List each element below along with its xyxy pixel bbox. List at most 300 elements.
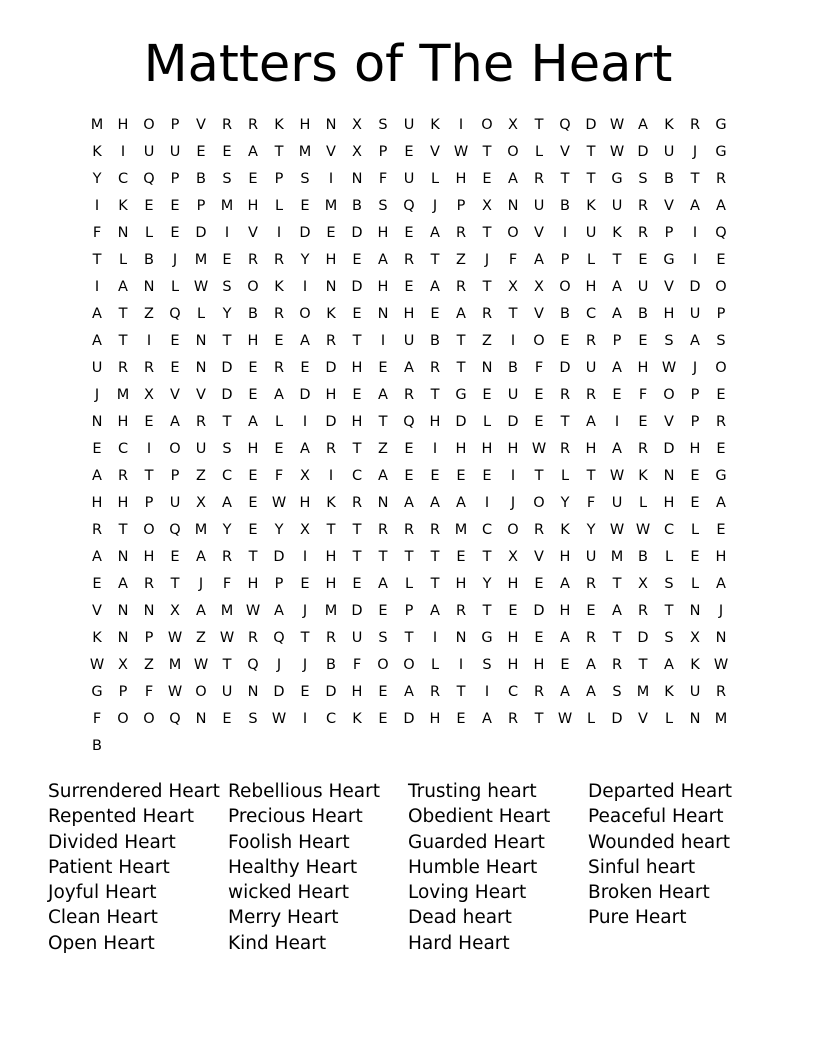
grid-cell[interactable]: D (351, 603, 363, 619)
grid-cell[interactable]: W (557, 711, 573, 727)
grid-cell[interactable]: L (274, 198, 284, 214)
grid-cell[interactable]: T (222, 657, 232, 673)
grid-cell[interactable]: J (510, 495, 516, 511)
grid-cell[interactable]: D (299, 387, 311, 403)
grid-cell[interactable]: B (560, 198, 570, 214)
grid-cell[interactable]: T (326, 522, 336, 538)
grid-cell[interactable]: H (455, 576, 467, 592)
grid-cell[interactable]: A (716, 198, 726, 214)
grid-cell[interactable]: Z (378, 441, 388, 457)
grid-cell[interactable]: R (689, 117, 701, 133)
grid-cell[interactable]: A (92, 468, 102, 484)
grid-cell[interactable]: A (430, 603, 440, 619)
grid-cell[interactable]: Q (247, 657, 259, 673)
grid-cell[interactable]: T (586, 144, 596, 160)
grid-cell[interactable]: E (352, 306, 362, 322)
grid-cell[interactable]: I (692, 225, 698, 241)
grid-cell[interactable]: K (274, 279, 284, 295)
grid-cell[interactable]: I (224, 225, 230, 241)
grid-cell[interactable]: I (614, 414, 620, 430)
grid-cell[interactable]: R (585, 576, 597, 592)
grid-cell[interactable]: W (219, 630, 235, 646)
grid-cell[interactable]: I (328, 468, 334, 484)
grid-cell[interactable]: U (507, 387, 519, 403)
grid-cell[interactable]: R (143, 360, 155, 376)
grid-cell[interactable]: E (638, 414, 648, 430)
grid-cell[interactable]: K (664, 684, 674, 700)
grid-cell[interactable]: H (377, 279, 389, 295)
grid-cell[interactable]: S (612, 684, 622, 700)
grid-cell[interactable]: A (456, 306, 466, 322)
grid-cell[interactable]: I (484, 495, 490, 511)
grid-cell[interactable]: K (664, 117, 674, 133)
grid-cell[interactable]: U (403, 117, 415, 133)
grid-cell[interactable]: Q (403, 414, 415, 430)
grid-cell[interactable]: A (118, 576, 128, 592)
grid-cell[interactable]: E (482, 171, 492, 187)
grid-cell[interactable]: N (117, 603, 129, 619)
grid-cell[interactable]: T (352, 549, 362, 565)
grid-cell[interactable]: Q (169, 711, 181, 727)
grid-cell[interactable]: I (302, 279, 308, 295)
grid-cell[interactable]: S (638, 171, 648, 187)
grid-cell[interactable]: O (117, 711, 129, 727)
grid-cell[interactable]: T (352, 522, 362, 538)
grid-cell[interactable]: Y (222, 522, 232, 538)
grid-cell[interactable]: E (300, 198, 310, 214)
grid-cell[interactable]: E (534, 414, 544, 430)
grid-cell[interactable]: M (324, 603, 338, 619)
grid-cell[interactable]: L (586, 252, 596, 268)
grid-cell[interactable]: R (429, 522, 441, 538)
grid-cell[interactable]: Q (715, 225, 727, 241)
grid-cell[interactable]: O (403, 657, 415, 673)
grid-cell[interactable]: R (247, 252, 259, 268)
grid-cell[interactable]: V (326, 144, 336, 160)
grid-cell[interactable]: B (352, 198, 362, 214)
grid-cell[interactable]: T (404, 549, 414, 565)
grid-cell[interactable]: R (273, 306, 285, 322)
grid-cell[interactable]: T (612, 630, 622, 646)
grid-cell[interactable]: Q (403, 198, 415, 214)
grid-cell[interactable]: A (196, 549, 206, 565)
grid-cell[interactable]: R (637, 198, 649, 214)
grid-cell[interactable]: E (378, 711, 388, 727)
grid-cell[interactable]: H (689, 441, 701, 457)
grid-cell[interactable]: R (91, 522, 103, 538)
grid-cell[interactable]: W (609, 117, 625, 133)
grid-cell[interactable]: O (533, 333, 545, 349)
grid-cell[interactable]: R (533, 171, 545, 187)
grid-cell[interactable]: A (118, 279, 128, 295)
grid-cell[interactable]: E (612, 387, 622, 403)
grid-cell[interactable]: X (638, 576, 648, 592)
grid-cell[interactable]: H (325, 549, 337, 565)
grid-cell[interactable]: E (170, 333, 180, 349)
grid-cell[interactable]: V (638, 711, 648, 727)
grid-cell[interactable]: E (248, 468, 258, 484)
grid-cell[interactable]: B (92, 738, 102, 754)
grid-cell[interactable]: C (221, 468, 233, 484)
grid-cell[interactable]: O (533, 495, 545, 511)
grid-cell[interactable]: W (661, 360, 677, 376)
grid-cell[interactable]: H (533, 657, 545, 673)
grid-cell[interactable]: O (481, 117, 493, 133)
grid-cell[interactable]: D (325, 414, 337, 430)
grid-cell[interactable]: P (690, 414, 700, 430)
grid-cell[interactable]: H (663, 495, 675, 511)
grid-cell[interactable]: D (299, 225, 311, 241)
grid-cell[interactable]: O (299, 306, 311, 322)
grid-cell[interactable]: U (169, 495, 181, 511)
grid-cell[interactable]: U (351, 630, 363, 646)
grid-cell[interactable]: N (325, 117, 337, 133)
grid-cell[interactable]: I (562, 225, 568, 241)
grid-cell[interactable]: E (170, 360, 180, 376)
grid-cell[interactable]: L (430, 657, 440, 673)
grid-cell[interactable]: R (429, 684, 441, 700)
grid-cell[interactable]: N (715, 630, 727, 646)
grid-cell[interactable]: R (221, 549, 233, 565)
grid-cell[interactable]: F (638, 387, 648, 403)
grid-cell[interactable]: H (585, 441, 597, 457)
grid-cell[interactable]: W (193, 657, 209, 673)
grid-cell[interactable]: F (534, 360, 544, 376)
grid-cell[interactable]: R (559, 387, 571, 403)
grid-cell[interactable]: P (196, 198, 206, 214)
grid-cell[interactable]: L (196, 306, 206, 322)
grid-cell[interactable]: M (636, 684, 650, 700)
grid-cell[interactable]: W (453, 144, 469, 160)
grid-cell[interactable]: T (482, 603, 492, 619)
grid-cell[interactable]: E (716, 441, 726, 457)
grid-cell[interactable]: D (611, 711, 623, 727)
grid-cell[interactable]: M (194, 252, 208, 268)
grid-cell[interactable]: H (637, 360, 649, 376)
grid-cell[interactable]: N (663, 468, 675, 484)
grid-cell[interactable]: B (664, 171, 674, 187)
grid-cell[interactable]: E (716, 387, 726, 403)
grid-cell[interactable]: R (715, 684, 727, 700)
grid-cell[interactable]: E (716, 252, 726, 268)
grid-cell[interactable]: T (612, 252, 622, 268)
grid-cell[interactable]: I (94, 279, 100, 295)
grid-cell[interactable]: O (507, 522, 519, 538)
grid-cell[interactable]: T (222, 414, 232, 430)
grid-cell[interactable]: R (715, 414, 727, 430)
grid-cell[interactable]: L (170, 279, 180, 295)
grid-cell[interactable]: R (585, 630, 597, 646)
grid-cell[interactable]: V (664, 279, 674, 295)
grid-cell[interactable]: R (247, 630, 259, 646)
grid-cell[interactable]: T (118, 306, 128, 322)
grid-cell[interactable]: R (403, 387, 415, 403)
grid-cell[interactable]: E (378, 684, 388, 700)
grid-cell[interactable]: T (300, 630, 310, 646)
grid-cell[interactable]: N (195, 360, 207, 376)
grid-cell[interactable]: F (586, 495, 596, 511)
grid-cell[interactable]: A (404, 684, 414, 700)
grid-cell[interactable]: U (143, 144, 155, 160)
grid-cell[interactable]: H (247, 441, 259, 457)
grid-cell[interactable]: A (378, 252, 388, 268)
grid-cell[interactable]: M (714, 711, 728, 727)
grid-cell[interactable]: E (534, 576, 544, 592)
grid-cell[interactable]: U (663, 144, 675, 160)
grid-cell[interactable]: E (638, 252, 648, 268)
grid-cell[interactable]: Q (273, 630, 285, 646)
grid-cell[interactable]: A (612, 603, 622, 619)
grid-cell[interactable]: C (585, 306, 597, 322)
grid-cell[interactable]: S (378, 630, 388, 646)
grid-cell[interactable]: T (456, 360, 466, 376)
grid-cell[interactable]: U (403, 333, 415, 349)
grid-cell[interactable]: G (715, 144, 727, 160)
grid-cell[interactable]: A (378, 468, 388, 484)
grid-cell[interactable]: D (351, 279, 363, 295)
grid-cell[interactable]: T (222, 333, 232, 349)
grid-cell[interactable]: C (663, 522, 675, 538)
grid-cell[interactable]: I (302, 549, 308, 565)
grid-cell[interactable]: B (430, 333, 440, 349)
grid-cell[interactable]: E (404, 441, 414, 457)
grid-cell[interactable]: P (456, 198, 466, 214)
grid-cell[interactable]: W (635, 522, 651, 538)
grid-cell[interactable]: E (456, 468, 466, 484)
grid-cell[interactable]: A (92, 306, 102, 322)
grid-cell[interactable]: Z (456, 252, 466, 268)
grid-cell[interactable]: Z (144, 306, 154, 322)
grid-cell[interactable]: J (302, 657, 308, 673)
grid-cell[interactable]: N (143, 279, 155, 295)
grid-cell[interactable]: S (248, 711, 258, 727)
grid-cell[interactable]: U (533, 198, 545, 214)
grid-cell[interactable]: L (664, 549, 674, 565)
grid-cell[interactable]: Y (222, 306, 232, 322)
grid-cell[interactable]: D (403, 711, 415, 727)
grid-cell[interactable]: P (560, 252, 570, 268)
grid-cell[interactable]: P (170, 468, 180, 484)
grid-cell[interactable]: P (118, 684, 128, 700)
grid-cell[interactable]: A (560, 576, 570, 592)
grid-cell[interactable]: A (430, 495, 440, 511)
grid-cell[interactable]: A (404, 360, 414, 376)
grid-cell[interactable]: N (351, 171, 363, 187)
grid-cell[interactable]: R (715, 171, 727, 187)
grid-cell[interactable]: D (221, 360, 233, 376)
grid-cell[interactable]: Z (196, 630, 206, 646)
grid-cell[interactable]: A (612, 306, 622, 322)
grid-cell[interactable]: S (378, 117, 388, 133)
grid-cell[interactable]: X (508, 117, 518, 133)
grid-cell[interactable]: N (689, 603, 701, 619)
grid-cell[interactable]: D (637, 630, 649, 646)
grid-cell[interactable]: H (377, 225, 389, 241)
grid-cell[interactable]: A (508, 171, 518, 187)
grid-cell[interactable]: E (248, 495, 258, 511)
grid-cell[interactable]: A (534, 252, 544, 268)
grid-cell[interactable]: P (378, 144, 388, 160)
grid-cell[interactable]: W (245, 603, 261, 619)
grid-cell[interactable]: G (91, 684, 103, 700)
grid-cell[interactable]: A (456, 495, 466, 511)
grid-cell[interactable]: F (92, 711, 102, 727)
grid-cell[interactable]: D (507, 414, 519, 430)
grid-cell[interactable]: U (611, 495, 623, 511)
grid-cell[interactable]: R (403, 252, 415, 268)
grid-cell[interactable]: B (144, 252, 154, 268)
grid-cell[interactable]: H (455, 171, 467, 187)
grid-cell[interactable]: V (170, 387, 180, 403)
grid-cell[interactable]: K (352, 711, 362, 727)
grid-cell[interactable]: E (638, 333, 648, 349)
grid-cell[interactable]: C (117, 441, 129, 457)
grid-cell[interactable]: G (663, 252, 675, 268)
grid-cell[interactable]: E (378, 603, 388, 619)
grid-cell[interactable]: A (586, 657, 596, 673)
grid-cell[interactable]: R (117, 360, 129, 376)
grid-cell[interactable]: H (325, 387, 337, 403)
grid-cell[interactable]: R (273, 360, 285, 376)
grid-cell[interactable]: T (586, 171, 596, 187)
grid-cell[interactable]: E (534, 630, 544, 646)
grid-cell[interactable]: A (560, 684, 570, 700)
grid-cell[interactable]: E (560, 657, 570, 673)
grid-cell[interactable]: T (690, 171, 700, 187)
grid-cell[interactable]: T (482, 549, 492, 565)
grid-cell[interactable]: X (144, 387, 154, 403)
grid-cell[interactable]: E (326, 225, 336, 241)
grid-cell[interactable]: R (351, 495, 363, 511)
grid-cell[interactable]: E (144, 414, 154, 430)
grid-cell[interactable]: I (510, 333, 516, 349)
grid-cell[interactable]: A (92, 333, 102, 349)
grid-cell[interactable]: R (325, 441, 337, 457)
grid-cell[interactable]: C (117, 171, 129, 187)
grid-cell[interactable]: R (221, 117, 233, 133)
grid-cell[interactable]: B (508, 360, 518, 376)
grid-cell[interactable]: R (403, 522, 415, 538)
grid-cell[interactable]: W (609, 468, 625, 484)
grid-cell[interactable]: T (430, 387, 440, 403)
grid-cell[interactable]: H (247, 333, 259, 349)
grid-cell[interactable]: A (92, 549, 102, 565)
grid-cell[interactable]: E (92, 576, 102, 592)
grid-cell[interactable]: S (378, 198, 388, 214)
grid-cell[interactable]: D (455, 414, 467, 430)
grid-cell[interactable]: H (247, 198, 259, 214)
grid-cell[interactable]: E (586, 603, 596, 619)
grid-cell[interactable]: P (170, 117, 180, 133)
grid-cell[interactable]: M (610, 549, 624, 565)
grid-cell[interactable]: N (455, 630, 467, 646)
grid-cell[interactable]: U (611, 198, 623, 214)
grid-cell[interactable]: M (220, 603, 234, 619)
grid-cell[interactable]: E (456, 711, 466, 727)
grid-cell[interactable]: A (612, 441, 622, 457)
grid-cell[interactable]: T (560, 171, 570, 187)
grid-cell[interactable]: H (455, 441, 467, 457)
grid-cell[interactable]: S (222, 441, 232, 457)
grid-cell[interactable]: A (170, 414, 180, 430)
grid-cell[interactable]: T (170, 576, 180, 592)
grid-cell[interactable]: O (377, 657, 389, 673)
grid-cell[interactable]: R (429, 360, 441, 376)
grid-cell[interactable]: O (169, 441, 181, 457)
grid-cell[interactable]: R (611, 657, 623, 673)
grid-cell[interactable]: A (248, 414, 258, 430)
grid-cell[interactable]: F (274, 468, 284, 484)
grid-cell[interactable]: I (94, 198, 100, 214)
grid-cell[interactable]: R (533, 522, 545, 538)
grid-cell[interactable]: H (585, 279, 597, 295)
grid-cell[interactable]: D (195, 225, 207, 241)
grid-cell[interactable]: T (430, 252, 440, 268)
grid-cell[interactable]: F (144, 684, 154, 700)
grid-cell[interactable]: L (118, 252, 128, 268)
grid-cell[interactable]: T (144, 468, 154, 484)
grid-cell[interactable]: L (534, 144, 544, 160)
grid-cell[interactable]: N (377, 306, 389, 322)
grid-cell[interactable]: V (196, 117, 206, 133)
grid-cell[interactable]: R (377, 522, 389, 538)
grid-cell[interactable]: E (482, 387, 492, 403)
grid-cell[interactable]: H (117, 117, 129, 133)
grid-cell[interactable]: G (715, 468, 727, 484)
grid-cell[interactable]: L (690, 576, 700, 592)
grid-cell[interactable]: W (89, 657, 105, 673)
grid-cell[interactable]: H (117, 414, 129, 430)
grid-cell[interactable]: E (274, 333, 284, 349)
grid-cell[interactable]: D (559, 360, 571, 376)
grid-cell[interactable]: H (481, 441, 493, 457)
grid-cell[interactable]: N (689, 711, 701, 727)
grid-cell[interactable]: G (455, 387, 467, 403)
grid-cell[interactable]: V (560, 144, 570, 160)
grid-cell[interactable]: S (300, 171, 310, 187)
grid-cell[interactable]: J (718, 603, 724, 619)
grid-cell[interactable]: L (274, 414, 284, 430)
grid-cell[interactable]: T (118, 522, 128, 538)
grid-cell[interactable]: K (690, 657, 700, 673)
grid-cell[interactable]: H (715, 549, 727, 565)
grid-cell[interactable]: P (144, 630, 154, 646)
grid-cell[interactable]: A (612, 360, 622, 376)
grid-cell[interactable]: T (118, 333, 128, 349)
grid-cell[interactable]: Y (92, 171, 102, 187)
grid-cell[interactable]: A (716, 495, 726, 511)
grid-cell[interactable]: X (196, 495, 206, 511)
grid-cell[interactable]: P (274, 576, 284, 592)
grid-cell[interactable]: S (482, 657, 492, 673)
grid-cell[interactable]: N (195, 711, 207, 727)
grid-cell[interactable]: C (325, 711, 337, 727)
grid-cell[interactable]: L (664, 711, 674, 727)
grid-cell[interactable]: M (220, 198, 234, 214)
grid-cell[interactable]: Y (560, 495, 570, 511)
grid-cell[interactable]: S (222, 171, 232, 187)
grid-cell[interactable]: S (664, 333, 674, 349)
grid-cell[interactable]: H (143, 549, 155, 565)
grid-cell[interactable]: U (689, 684, 701, 700)
grid-cell[interactable]: R (325, 333, 337, 349)
grid-cell[interactable]: W (271, 495, 287, 511)
grid-cell[interactable]: U (169, 144, 181, 160)
grid-cell[interactable]: Q (143, 171, 155, 187)
grid-cell[interactable]: R (273, 252, 285, 268)
grid-cell[interactable]: X (352, 117, 362, 133)
grid-cell[interactable]: T (508, 306, 518, 322)
